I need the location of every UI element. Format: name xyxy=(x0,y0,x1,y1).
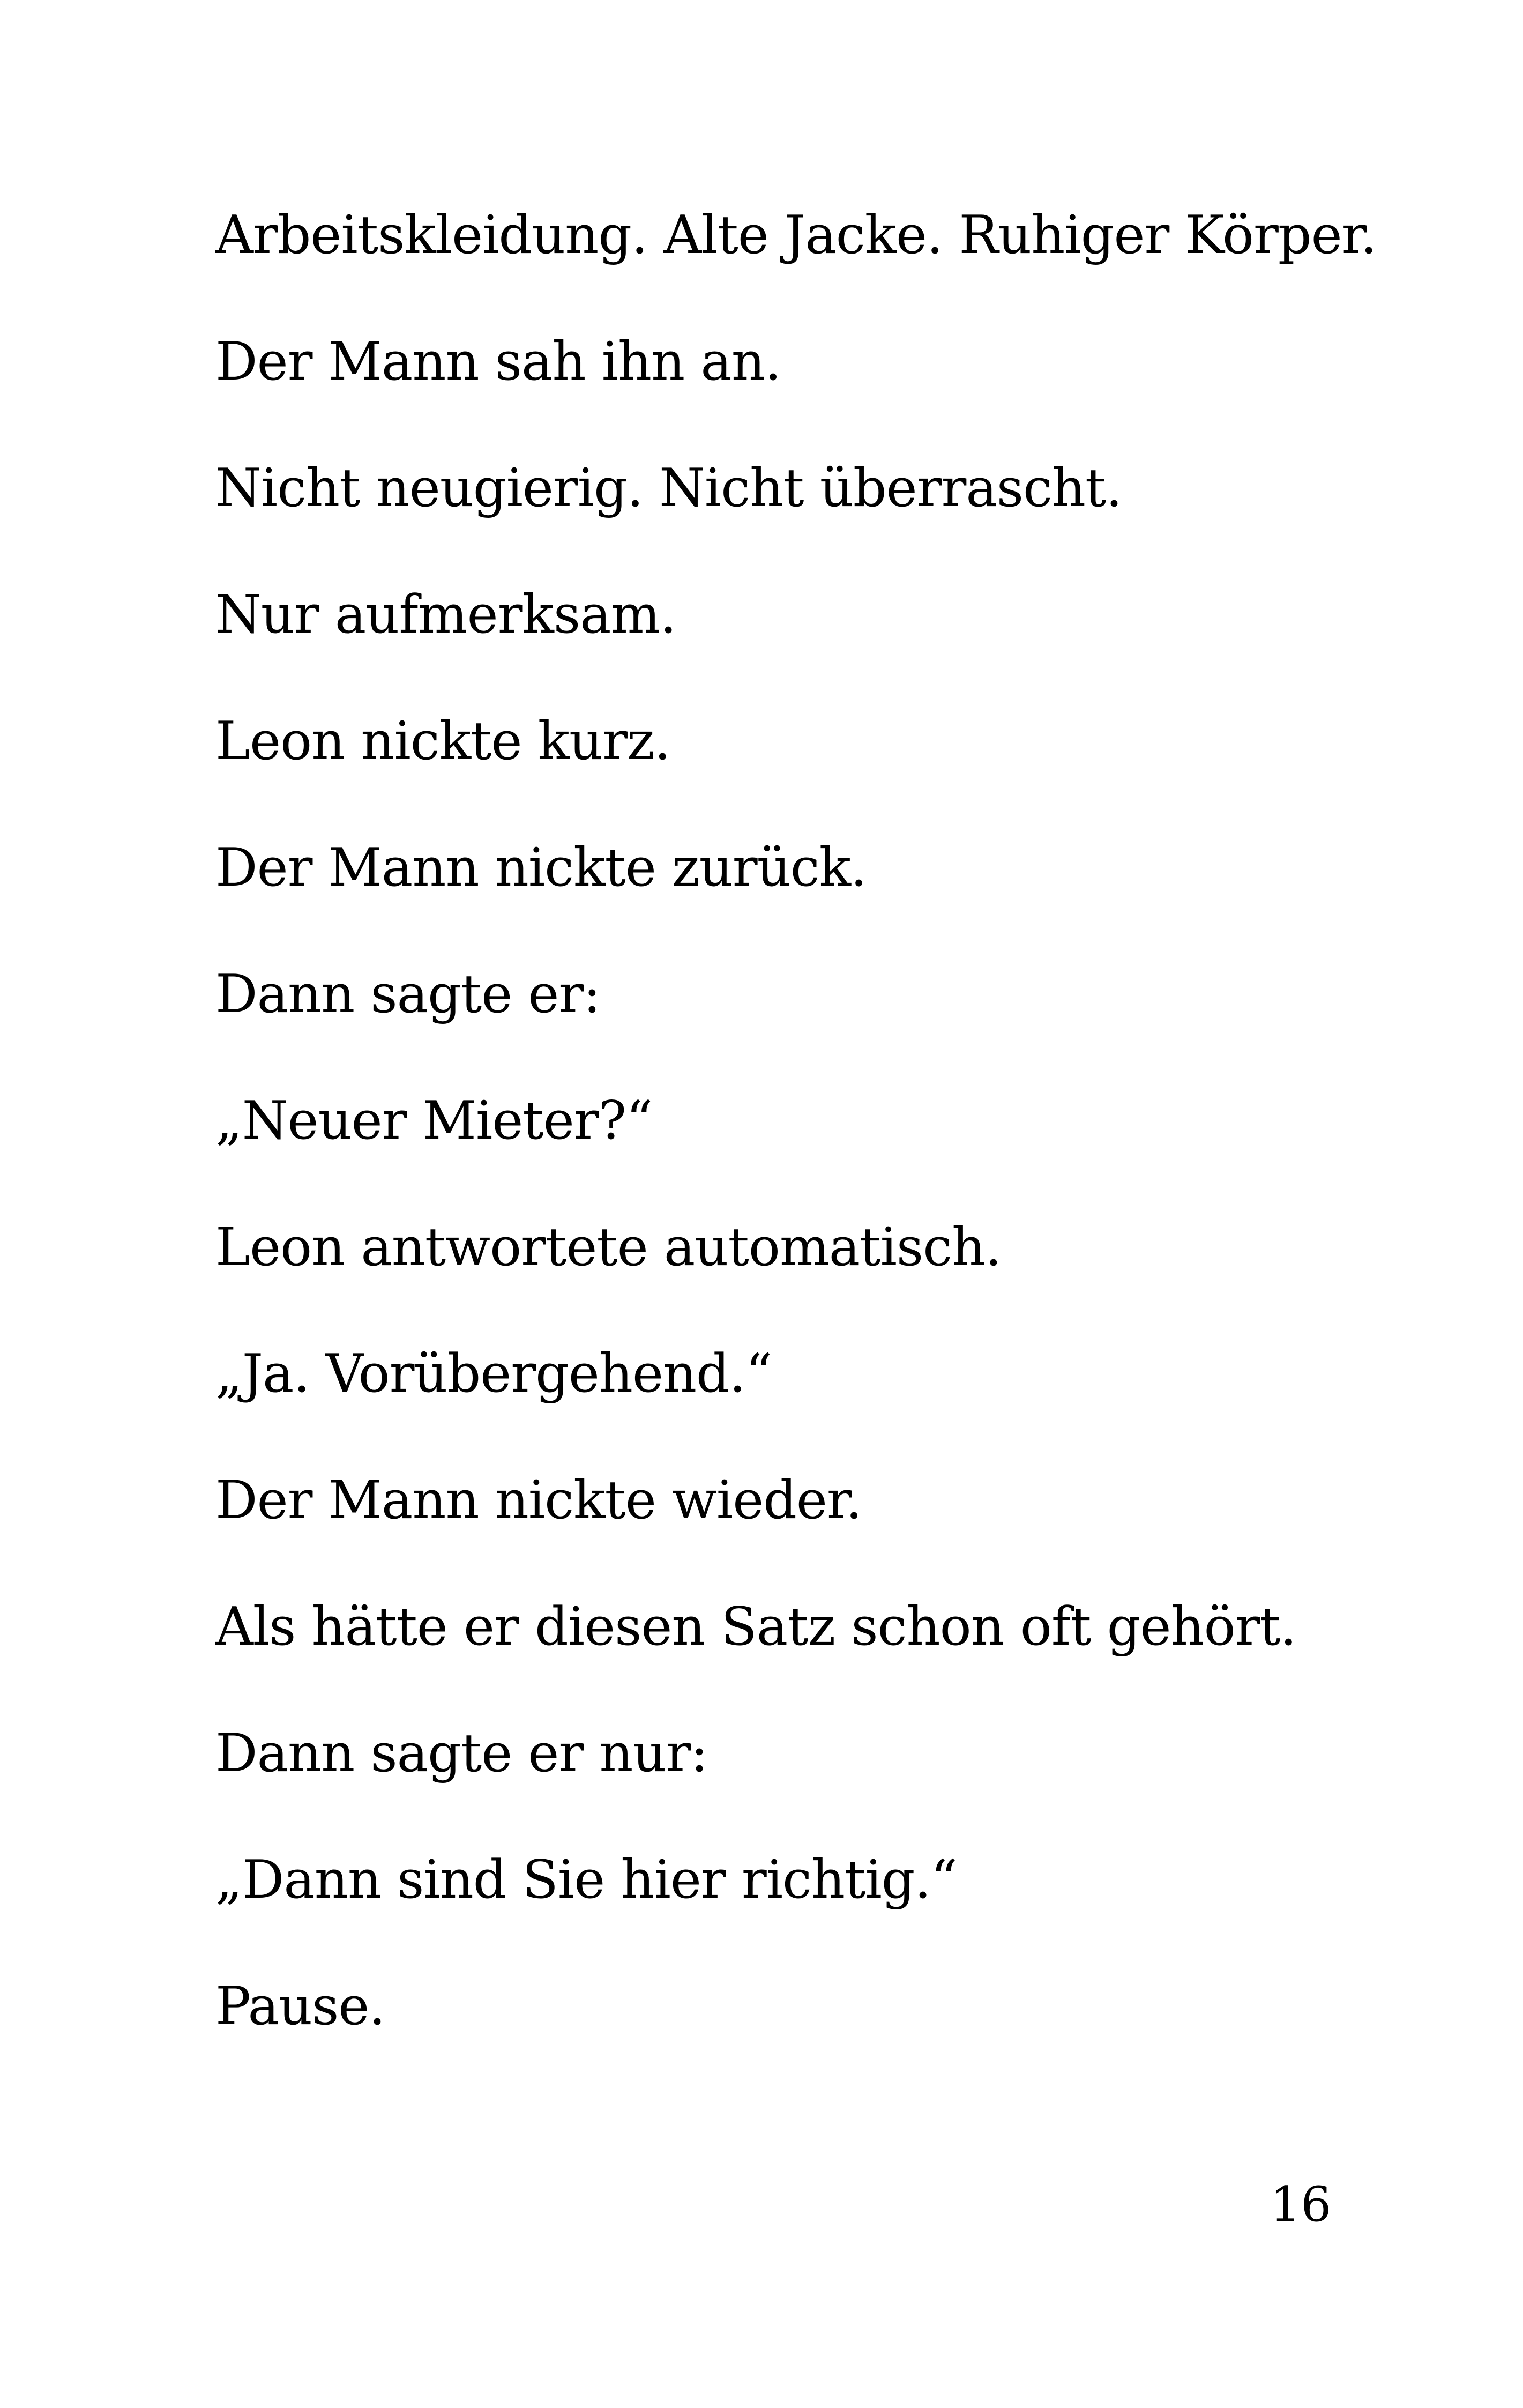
text-line: „Neuer Mieter?“ xyxy=(215,1090,653,1151)
text-line: Leon antwortete automatisch. xyxy=(215,1217,1002,1278)
text-line: Nur aufmerksam. xyxy=(215,584,676,645)
text-line: Dann sagte er nur: xyxy=(215,1723,708,1784)
text-line: Pause. xyxy=(215,1976,385,2037)
text-line: Dann sagte er: xyxy=(215,964,601,1025)
text-line: „Dann sind Sie hier richtig.“ xyxy=(215,1849,957,1911)
text-line: „Ja. Vorübergehend.“ xyxy=(215,1343,772,1404)
text-line: Der Mann nickte zurück. xyxy=(215,837,867,898)
text-line: Nicht neugierig. Nicht überrascht. xyxy=(215,458,1122,519)
page-number: 16 xyxy=(1270,2176,1332,2233)
text-line: Arbeitskleidung. Alte Jacke. Ruhiger Körper. xyxy=(215,205,1377,266)
text-line: Leon nickte kurz. xyxy=(215,711,670,772)
text-line: Als hätte er diesen Satz schon oft gehört. xyxy=(215,1596,1296,1658)
body-text xyxy=(215,204,1377,2101)
text-line: Der Mann sah ihn an. xyxy=(215,331,781,392)
text-line: Der Mann nickte wieder. xyxy=(215,1470,862,1531)
